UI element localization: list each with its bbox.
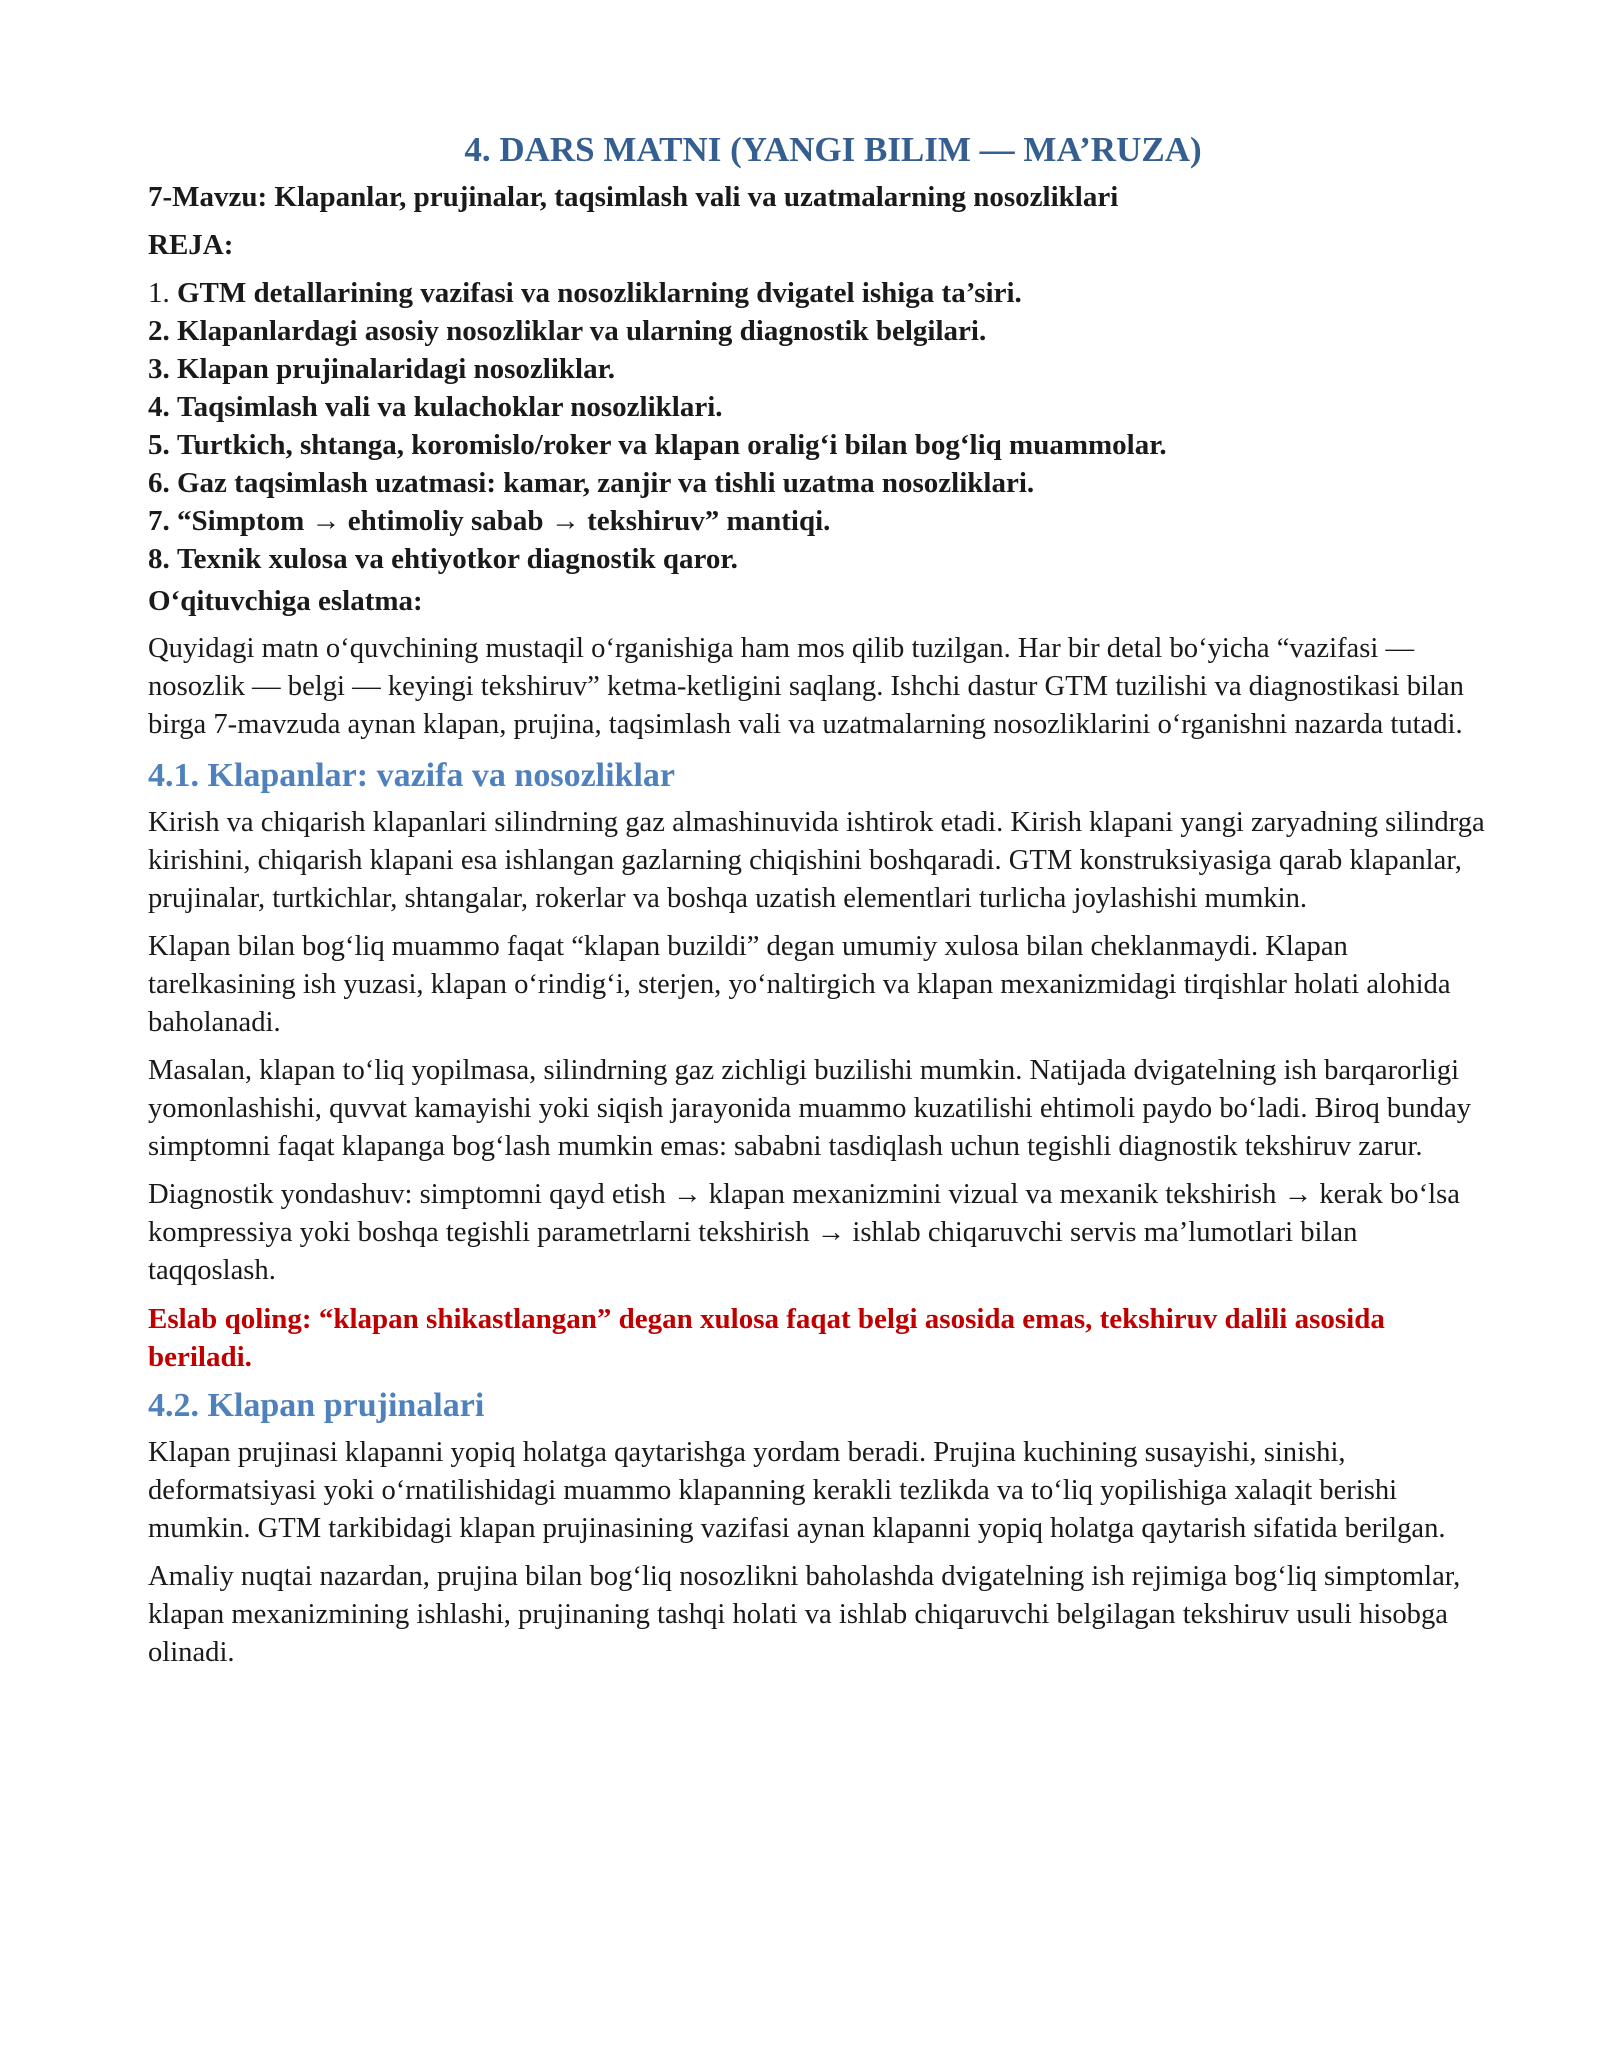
- body-paragraph: Klapan prujinasi klapanni yopiq holatga qaytarishga yordam beradi. Prujina kuchining susayishi, sinishi, deformatsiyasi yoki o‘rnatilishidagi muammo klapanning kerakli tezlikda va to‘liq yopilishiga xalaqit berishi mumkin. GTM tarkibidagi klapan prujinasining vazifasi aynan klapanni yopiq holatga qaytarish sifatida berilgan.: [148, 1437, 1446, 1544]
- teacher-note-paragraph: Quyidagi matn o‘quvchining mustaqil o‘rganishiga ham mos qilib tuzilgan. Har bir detal bo‘yicha “vazifasi — nosozlik — belgi — keyingi tekshiruv” ketma-ketligini saqlang. Ishchi dastur GTM tuzilishi va diagnostikasi bilan birga 7-mavzuda aynan klapan, prujina, taqsimlash vali va uzatmalarning nosozliklarini o‘rganishni nazarda tutadi.: [148, 633, 1464, 740]
- plan-item-text: Klapan prujinalaridagi nosozliklar.: [177, 353, 616, 385]
- document-page: [148, 128, 1488, 1682]
- plan-item: [148, 274, 1488, 312]
- plan-list: [148, 274, 1488, 578]
- plan-item: [148, 350, 1488, 388]
- plan-heading: REJA:: [148, 229, 234, 261]
- plan-item-text: GTM detallarining vazifasi va nosozliklarning dvigatel ishiga ta’siri.: [177, 277, 1022, 309]
- body-paragraph: Kirish va chiqarish klapanlari silindrning gaz almashinuvida ishtirok etadi. Kirish klapani yangi zaryadning silindrga kirishini, chiqarish klapani esa ishlangan gazlarning chiqishini boshqaradi. GTM konstruksiyasiga qarab klapanlar, prujinalar, turtkichlar, shtangalar, rokerlar va boshqa uzatish elementlari turlicha joylashishi mumkin.: [148, 807, 1485, 914]
- plan-item-number: 4.: [148, 391, 170, 423]
- plan-item-text: Gaz taqsimlash uzatmasi: kamar, zanjir va tishli uzatma nosozliklari.: [177, 467, 1035, 499]
- plan-item-text: “Simptom → ehtimoliy sabab → tekshiruv” mantiqi.: [177, 505, 831, 537]
- remember-note: Eslab qoling: “klapan shikastlangan” degan xulosa faqat belgi asosida emas, tekshiruv dalili asosida beriladi.: [148, 1303, 1385, 1373]
- plan-item-number: 5.: [148, 429, 170, 461]
- plan-item-text: Texnik xulosa va ehtiyotkor diagnostik qaror.: [177, 543, 738, 575]
- plan-item-number: 1.: [148, 277, 170, 309]
- plan-item-number: 2.: [148, 315, 170, 347]
- teacher-note-heading: O‘qituvchiga eslatma:: [148, 585, 423, 617]
- plan-item: [148, 502, 1488, 540]
- plan-item-number: 3.: [148, 353, 170, 385]
- plan-item-number: 6.: [148, 467, 170, 499]
- plan-item: [148, 426, 1488, 464]
- plan-item-text: Turtkich, shtanga, koromislo/roker va klapan oralig‘i bilan bog‘liq muammolar.: [177, 429, 1167, 461]
- body-paragraph: Diagnostik yondashuv: simptomni qayd etish → klapan mexanizmini vizual va mexanik tekshirish → kerak bo‘lsa kompressiya yoki boshqa tegishli parametrlarni tekshirish → ishlab chiqaruvchi servis ma’lumotlari bilan taqqoslash.: [148, 1179, 1460, 1286]
- section-heading-valves: 4.1. Klapanlar: vazifa va nosozliklar: [148, 757, 675, 794]
- plan-item: [148, 464, 1488, 502]
- plan-item: [148, 312, 1488, 350]
- plan-item-text: Taqsimlash vali va kulachoklar nosozliklari.: [177, 391, 723, 423]
- plan-item-number: 8.: [148, 543, 170, 575]
- section-heading-springs: 4.2. Klapan prujinalari: [148, 1387, 485, 1424]
- body-paragraph: Amaliy nuqtai nazardan, prujina bilan bog‘liq nosozlikni baholashda dvigatelning ish rejimiga bog‘liq simptomlar, klapan mexanizmining ishlashi, prujinaning tashqi holati va ishlab chiqaruvchi belgilagan tekshiruv usuli hisobga olinadi.: [148, 1561, 1461, 1668]
- topic-line: 7-Mavzu: Klapanlar, prujinalar, taqsimlash vali va uzatmalarning nosozliklari: [148, 181, 1119, 213]
- plan-item: [148, 540, 1488, 578]
- plan-item-number: 7.: [148, 505, 170, 537]
- document-title: 4. DARS MATNI (YANGI BILIM — MA’RUZA): [464, 130, 1202, 169]
- plan-item: [148, 388, 1488, 426]
- plan-item-text: Klapanlardagi asosiy nosozliklar va ularning diagnostik belgilari.: [177, 315, 987, 347]
- body-paragraph: Klapan bilan bog‘liq muammo faqat “klapan buzildi” degan umumiy xulosa bilan cheklanmaydi. Klapan tarelkasining ish yuzasi, klapan o‘rindig‘i, sterjen, yo‘naltirgich va klapan mexanizmidagi tirqishlar holati alohida baholanadi.: [148, 931, 1451, 1038]
- body-paragraph: Masalan, klapan to‘liq yopilmasa, silindrning gaz zichligi buzilishi mumkin. Natijada dvigatelning ish barqarorligi yomonlashishi, quvvat kamayishi yoki siqish jarayonida muammo kuzatilishi ehtimoli paydo bo‘ladi. Biroq bunday simptomni faqat klapanga bog‘lash mumkin emas: sababni tasdiqlash uchun tegishli diagnostik tekshiruv zarur.: [148, 1055, 1472, 1162]
